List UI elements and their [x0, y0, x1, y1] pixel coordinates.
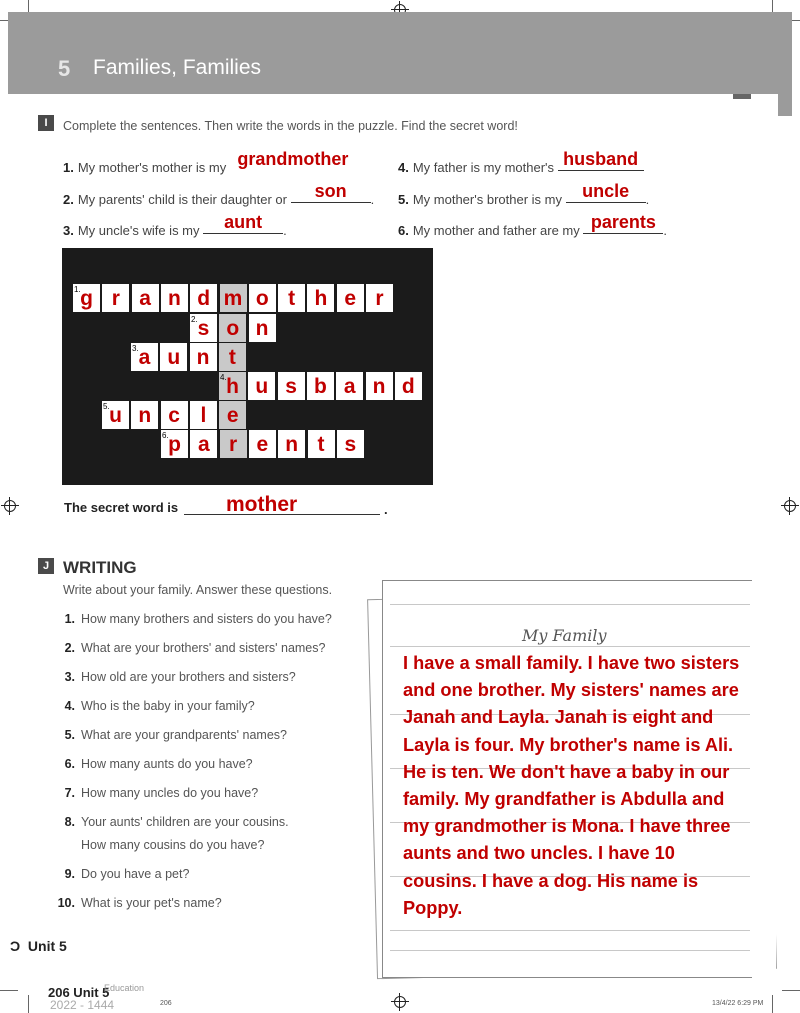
trim-mark — [782, 990, 800, 991]
sentence-number: 4. — [398, 160, 409, 175]
answer-blank[interactable] — [566, 181, 646, 203]
question-text: Your aunts' children are your cousins. — [81, 815, 289, 829]
crossword-cell[interactable]: d — [189, 283, 218, 313]
sentence-text: My mother's mother is my — [77, 160, 227, 175]
question-number: 3. — [64, 670, 75, 684]
crossword-clue-number: 2. — [191, 315, 198, 324]
answer-line: He is ten. We don't have a baby in our — [403, 761, 730, 782]
crossword-clue-number: 5. — [103, 402, 110, 411]
question-9 — [57, 867, 189, 881]
question-text: What is your pet's name? — [81, 896, 222, 910]
answer-blank[interactable] — [558, 149, 644, 171]
crossword-cell[interactable]: a — [189, 429, 218, 459]
answer-line: family. My grandfather is Abdulla and — [403, 789, 725, 810]
sentence-1 — [63, 149, 356, 175]
answer-blank[interactable] — [291, 181, 371, 203]
answer-line: Poppy. — [403, 897, 463, 918]
answer-line: cousins. I have a dog. His name is — [403, 870, 699, 891]
trim-mark — [28, 995, 29, 1013]
paper-title: My Family — [522, 626, 607, 645]
registration-mark-icon — [4, 500, 16, 512]
crossword-cell[interactable]: a — [335, 371, 364, 401]
crossword-cell[interactable]: s — [336, 429, 365, 459]
crossword-clue-number: 6. — [162, 431, 169, 440]
sentence-end: . — [283, 223, 287, 238]
crossword-cell[interactable]: n — [248, 313, 277, 343]
question-number: 6. — [64, 757, 75, 771]
question-5 — [57, 728, 287, 742]
question-6 — [57, 757, 253, 771]
crossword-cell[interactable]: u — [159, 342, 188, 372]
sentence-4 — [398, 149, 644, 175]
sentence-number: 3. — [63, 223, 74, 238]
crossword-cell[interactable]: h 4. — [218, 371, 247, 401]
question-8 — [57, 815, 289, 829]
crossword-cell[interactable]: g 1. — [72, 283, 101, 313]
question-text: What are your brothers' and sisters' names? — [81, 641, 326, 655]
unit-footer-prefix: Ͻ — [10, 938, 21, 954]
question-number: 2. — [64, 641, 75, 655]
answer-line: aunts and two uncles. I have 10 — [403, 843, 675, 864]
crossword-cell[interactable]: e — [218, 400, 247, 430]
question-text: How many uncles do you have? — [81, 786, 259, 800]
secret-word-label: The secret word is — [64, 500, 179, 515]
sentence-6 — [398, 212, 667, 238]
unit-header-banner — [8, 12, 792, 94]
crossword-cell[interactable]: e — [248, 429, 277, 459]
unit-title: Families, Families — [93, 56, 262, 79]
secret-word-answer: mother — [226, 493, 298, 516]
unit-footer-label: Unit 5 — [27, 938, 67, 954]
question-number: 7. — [64, 786, 75, 800]
writing-answer[interactable] — [403, 650, 753, 920]
sentence-text: My parents' child is their daughter or — [77, 192, 287, 207]
crossword-clue-number: 3. — [132, 344, 139, 353]
crossword-cell[interactable]: s — [277, 371, 306, 401]
year-text: 2022 - 1444 — [50, 998, 115, 1012]
sentence-3 — [63, 212, 287, 238]
crossword-cell[interactable]: a — [131, 283, 160, 313]
section-j-badge: J — [38, 558, 54, 574]
sentence-text: My father is my mother's — [412, 160, 555, 175]
sentence-text: My mother and father are my — [412, 223, 580, 238]
question-number: 8. — [64, 815, 75, 829]
page-small-number: 206 — [160, 1000, 172, 1007]
question-text: How old are your brothers and sisters? — [81, 670, 296, 684]
question-3 — [57, 670, 296, 684]
question-4 — [57, 699, 255, 713]
section-i-instruction: Complete the sentences. Then write the words in the puzzle. Find the secret word! — [63, 119, 518, 133]
question-text: How many brothers and sisters do you have? — [81, 612, 332, 626]
banner-edge — [778, 94, 792, 116]
question-text: How many aunts do you have? — [81, 757, 253, 771]
sentence-number: 1. — [63, 160, 74, 175]
crossword-cell[interactable]: n — [189, 342, 218, 372]
sentence-2 — [63, 181, 375, 207]
answer-line: my grandmother is Mona. I have three — [403, 816, 731, 837]
crossword-cell[interactable]: t — [277, 283, 306, 313]
crossword-cell[interactable]: r — [219, 429, 248, 459]
crossword-cell[interactable]: e — [336, 283, 365, 313]
registration-mark-icon — [784, 500, 796, 512]
crossword-cell[interactable]: n — [130, 400, 159, 430]
answer-text: uncle — [582, 181, 630, 201]
paper-rule-line — [390, 950, 750, 951]
crossword-cell[interactable]: o — [218, 313, 247, 343]
question-number: 4. — [64, 699, 75, 713]
question-text: What are your grandparents' names? — [81, 728, 287, 742]
banner-tab — [733, 94, 751, 99]
answer-text: son — [314, 181, 347, 201]
question-10 — [57, 896, 222, 910]
answer-line: I have a small family. I have two sisters — [403, 653, 740, 673]
trim-mark — [772, 995, 773, 1013]
question-1 — [57, 612, 332, 626]
registration-mark-icon — [394, 996, 406, 1008]
answer-text: grandmother — [237, 149, 349, 169]
sentence-number: 2. — [63, 192, 74, 207]
answer-line: Janah and Layla. Janah is eight and — [403, 707, 714, 728]
crossword-cell[interactable]: l — [189, 400, 218, 430]
question-8-continued — [81, 838, 264, 852]
paper-rule-line — [390, 646, 750, 647]
paper-edge-mask — [752, 580, 776, 980]
crossword-cell[interactable]: t — [218, 342, 247, 372]
crossword-cell[interactable]: n — [277, 429, 306, 459]
writing-instruction: Write about your family. Answer these questions. — [63, 583, 333, 597]
writing-title: WRITING — [63, 558, 137, 577]
crossword-cell[interactable]: c — [160, 400, 189, 430]
sentence-text: My uncle's wife is my — [77, 223, 200, 238]
paper-rule-line — [390, 930, 750, 931]
secret-word-period: . — [384, 502, 388, 517]
answer-line: Layla is four. My brother's name is Ali. — [403, 734, 734, 755]
answer-line: and one brother. My sisters' names are — [403, 680, 739, 701]
question-7 — [57, 786, 258, 800]
crossword-cell[interactable]: m — [219, 283, 248, 313]
crossword-clue-number: 4. — [220, 373, 227, 382]
crossword-cell[interactable]: u — [247, 371, 276, 401]
answer-text: parents — [590, 212, 656, 232]
crossword-cell[interactable]: p 6. — [160, 429, 189, 459]
section-i-badge: I — [38, 115, 54, 131]
paper-rule-line — [390, 604, 750, 605]
sentence-number: 5. — [398, 192, 409, 207]
question-number: 5. — [64, 728, 75, 742]
unit-number: 5 — [58, 56, 71, 81]
question-number: 1. — [64, 612, 75, 626]
sentence-end: . — [645, 192, 650, 207]
answer-blank[interactable] — [583, 212, 663, 234]
trim-mark — [0, 990, 18, 991]
question-number: 10. — [57, 896, 75, 910]
crossword-cell[interactable]: n — [365, 371, 394, 401]
crossword-cell[interactable]: t — [307, 429, 336, 459]
page-number-footer: 206 Unit 5 — [48, 985, 110, 1000]
unit-footer — [10, 938, 67, 954]
crossword-cell[interactable]: a 3. — [130, 342, 159, 372]
crossword-cell[interactable]: s 2. — [189, 313, 218, 343]
answer-blank[interactable] — [230, 149, 356, 171]
question-text: Do you have a pet? — [81, 867, 190, 881]
crossword-cell[interactable]: r — [365, 283, 394, 313]
question-2 — [57, 641, 325, 655]
sentence-number: 6. — [398, 223, 409, 238]
answer-text: husband — [563, 149, 639, 169]
sentence-text: My mother's brother is my — [412, 192, 562, 207]
sentence-5 — [398, 181, 650, 207]
crossword-cell[interactable]: n — [160, 283, 189, 313]
question-text: How many cousins do you have? — [81, 838, 265, 852]
sentence-end: . — [663, 223, 667, 238]
crossword-cell[interactable]: h — [306, 283, 335, 313]
question-number: 9. — [64, 867, 75, 881]
crossword-cell[interactable]: u 5. — [101, 400, 130, 430]
crossword-clue-number: 1. — [74, 285, 81, 294]
crossword-cell[interactable]: b — [306, 371, 335, 401]
answer-blank[interactable] — [203, 212, 283, 234]
print-timestamp: 13/4/22 6:29 PM — [712, 1000, 764, 1007]
crossword-cell[interactable]: d — [394, 371, 423, 401]
sentence-end: . — [370, 192, 375, 207]
crossword-cell[interactable]: o — [248, 283, 277, 313]
question-text: Who is the baby in your family? — [81, 699, 255, 713]
crossword-cell[interactable]: r — [101, 283, 130, 313]
publisher-text: Education — [104, 983, 145, 993]
answer-text: aunt — [224, 212, 263, 232]
